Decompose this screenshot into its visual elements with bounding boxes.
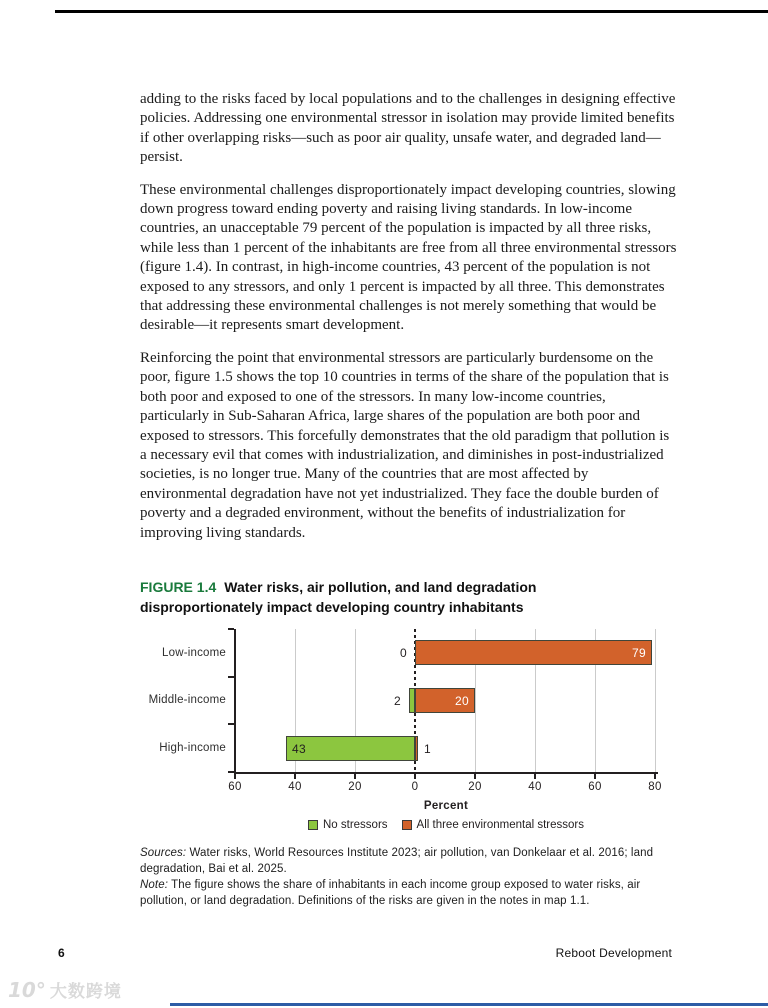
x-tick-label: 20 [348,780,362,793]
sources-label: Sources: [140,846,187,859]
x-tick-label: 0 [411,780,419,793]
body-paragraph: Reinforcing the point that environmental stressors are particularly burdensome on the poor, figure 1.5 shows the top 10 countries in terms of the share of the population that is both poor and exposed to one of the stressors. In many low-income countries, particularly in Sub-Saharan Africa, large shares of the population are both poor and exposed to stressors. This forcefully demonstrates that the old paradigm that pollution is a necessary evil that comes with industrialization, and diminishes in post-industrialized societies, is no longer true. Many of the countries that are most affected by environmental degradation have not yet industrialized. They face the double burden of poverty and a degraded environment, without the benefits of industrialization for improving living standards. [140,349,670,541]
x-axis-tick [474,774,476,779]
x-axis-tick [654,774,656,779]
bar-all-stressors [415,736,418,761]
bar-value-label: 2 [394,693,401,708]
figure-sources-note [140,845,677,909]
gridline [655,629,656,772]
watermark-logo: 10° [8,977,46,1002]
bar-chart [140,629,677,837]
x-axis-title: Percent [423,799,469,812]
x-axis-tick [294,774,296,779]
page-body [140,90,677,909]
legend-label: No stressors [322,818,388,831]
legend-label: All three environmental stressors [416,818,584,831]
y-axis-tick [228,676,234,678]
x-axis-tick [594,774,596,779]
y-axis-line [234,629,236,774]
page-bottom-rule [170,1003,768,1006]
x-axis-tick [354,774,356,779]
bar-all-stressors [415,640,652,665]
note-label: Note: [140,878,168,891]
x-axis-tick [234,774,236,779]
note-text: The figure shows the share of inhabitants in each income group exposed to water risks, air pollution, or land degradation. Definitions of the risks are given in the notes in map 1.1. [140,878,641,907]
x-tick-label: 60 [588,780,602,793]
page-top-rule [55,10,768,13]
legend-item [308,819,388,831]
x-axis-tick [534,774,536,779]
category-label: Middle-income [148,694,226,707]
body-paragraph: These environmental challenges disproportionately impact developing countries, slowing down progress toward ending poverty and raising living standards. In low-income countries, an unacceptable 79 percent of the population is impacted by all three risks, while less than 1 percent of the inhabitants are free from all three environmental stressors (figure 1.4). In contrast, in high-income countries, 43 percent of the population is not exposed to any stressors, and only 1 percent is impacted by all three. This demonstrates that addressing these environmental challenges is not merely something that would be desirable—it represents smart development. [140,181,677,334]
y-axis-tick [228,771,234,773]
watermark [8,977,122,1002]
figure-number-label: FIGURE 1.4 [140,578,217,595]
watermark-text: 大数跨境 [49,982,122,1002]
legend-item [402,819,584,831]
bar-value-label: 79 [632,646,646,661]
x-axis-tick [414,774,416,779]
bar-value-label: 20 [455,693,469,708]
bar-value-label: 43 [292,741,306,756]
figure-title [140,577,645,617]
running-title: Reboot Development [555,946,672,960]
y-axis-tick [228,723,234,725]
page-footer [58,946,672,960]
bar-value-label: 1 [424,741,431,756]
figure-title-text: Water risks, air pollution, and land degradation disproportionately impact developing country inhabitants [140,578,537,615]
body-paragraph: adding to the risks faced by local populations and to the challenges in designing effective policies. Addressing one environmental stressor in isolation may provide limited benefits if other overlapping risks—such as poor air quality, unsafe water, and degraded land—persist. [140,91,676,166]
x-tick-label: 20 [468,780,482,793]
category-label: High-income [159,742,226,755]
category-label: Low-income [162,646,226,659]
sources-text: Water risks, World Resources Institute 2023; air pollution, van Donkelaar et al. 2016; land degradation, Bai et al. 2025. [140,846,654,875]
x-tick-label: 80 [648,780,662,793]
y-axis-tick [228,628,234,630]
legend-swatch-icon [402,820,412,830]
x-tick-label: 40 [528,780,542,793]
x-tick-label: 60 [228,780,242,793]
page-number: 6 [58,946,65,960]
chart-legend [214,819,678,831]
figure-1-4 [140,577,677,909]
bar-value-label: 0 [400,646,407,661]
legend-swatch-icon [308,820,318,830]
x-tick-label: 40 [288,780,302,793]
